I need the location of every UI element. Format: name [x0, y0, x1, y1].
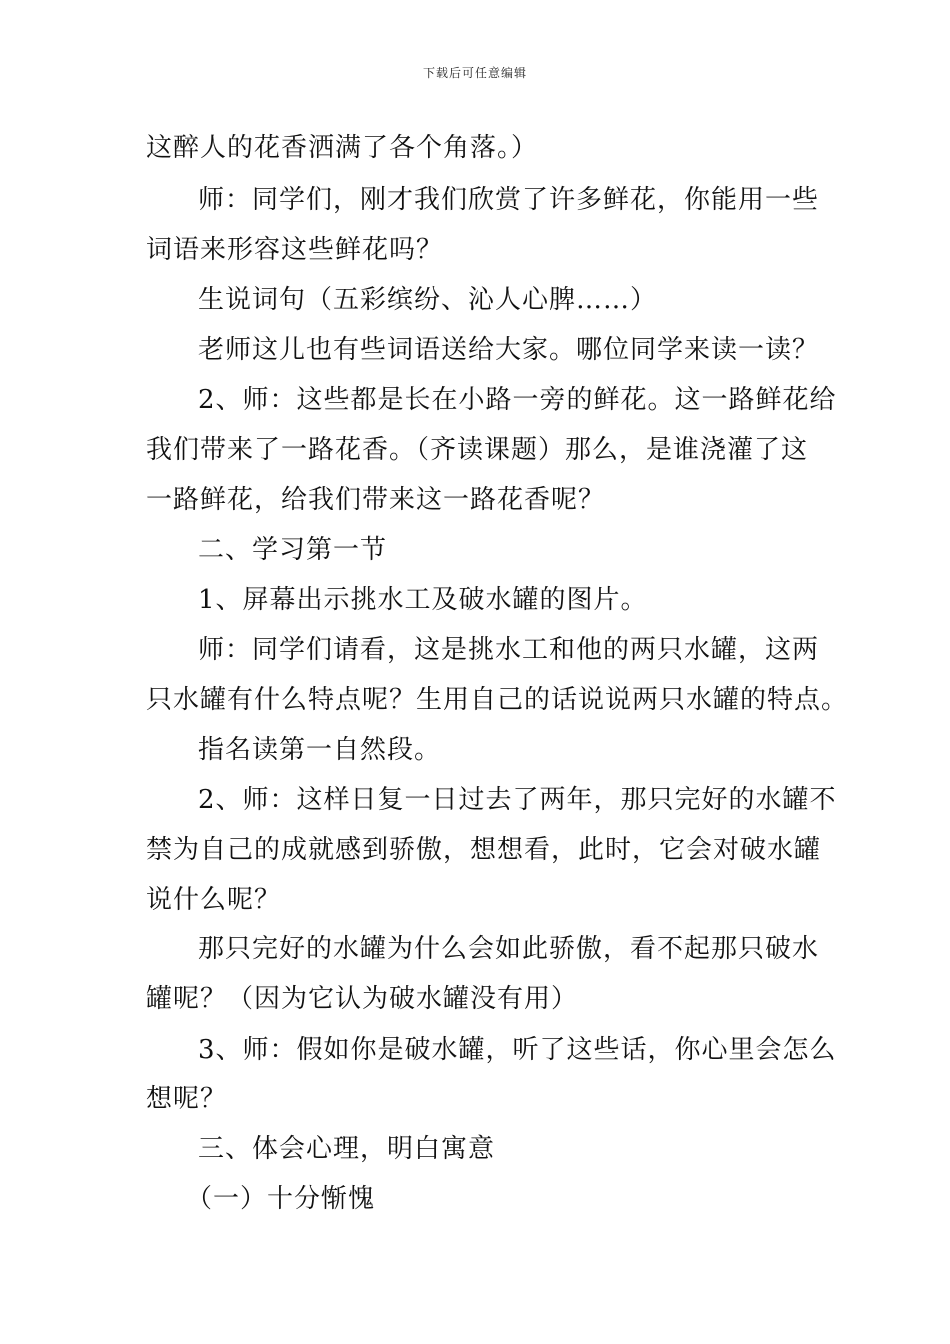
section-heading: 二、学习第一节	[198, 535, 388, 565]
text-line: 那只完好的水罐为什么会如此骄傲，看不起那只破水	[198, 934, 820, 964]
text-line: 只水罐有什么特点呢？生用自己的话说说两只水罐的特点。	[146, 685, 849, 715]
text-line: 禁为自己的成就感到骄傲，想想看，此时，它会对破水罐	[146, 835, 822, 865]
text-line: 我们带来了一路花香。（齐读课题）那么，是谁浇灌了这	[146, 435, 809, 465]
text-line: 2、师：这些都是长在小路一旁的鲜花。这一路鲜花给	[198, 385, 837, 415]
text-line: 词语来形容这些鲜花吗？	[146, 235, 444, 265]
section-heading: 三、体会心理，明白寓意	[198, 1134, 496, 1164]
text-line: 罐呢？（因为它认为破水罐没有用）	[146, 984, 579, 1014]
page-header: 下载后可任意编辑	[422, 66, 527, 80]
text-line: 这醉人的花香洒满了各个角落。）	[146, 133, 539, 163]
text-line: 3、师：假如你是破水罐，听了这些话，你心里会怎么	[198, 1035, 837, 1065]
text-line: 想呢？	[146, 1084, 228, 1114]
text-line: 师：同学们请看，这是挑水工和他的两只水罐，这两	[198, 635, 820, 665]
text-line: 2、师：这样日复一日过去了两年，那只完好的水罐不	[198, 785, 837, 815]
text-line: 一路鲜花，给我们带来这一路花香呢？	[146, 485, 606, 515]
text-line: 说什么呢？	[146, 885, 282, 915]
text-line: 老师这儿也有些词语送给大家。哪位同学来读一读？	[198, 335, 820, 365]
text-line: 师：同学们，刚才我们欣赏了许多鲜花，你能用一些	[198, 185, 820, 215]
text-line: 指名读第一自然段。	[198, 735, 442, 765]
text-line: 1、屏幕出示挑水工及破水罐的图片。	[198, 585, 648, 615]
subsection-heading: （一）十分惭愧	[186, 1184, 376, 1214]
text-line: 生说词句（五彩缤纷、沁人心脾……）	[198, 285, 658, 315]
